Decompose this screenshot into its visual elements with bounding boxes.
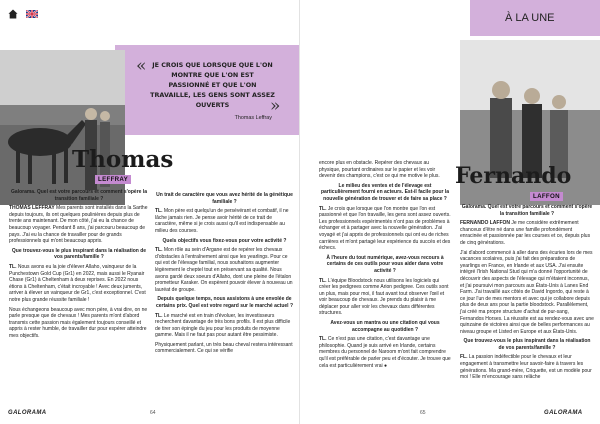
home-icon[interactable] bbox=[8, 9, 18, 19]
interview-question: Quels objectifs vous fixez-vous pour votre activité ? bbox=[162, 237, 287, 244]
interview-question: Que trouvez-vous le plus inspirant dans la réalisation de vos parents/famille ? bbox=[463, 338, 591, 351]
subject-first-name: Thomas bbox=[72, 146, 174, 173]
interview-answer bbox=[319, 336, 451, 369]
interview-question: Galorama. Quel est votre parcours et comment s'opère la transition familiale ? bbox=[11, 189, 147, 202]
speaker-prefix: TL. bbox=[9, 263, 17, 270]
speaker-prefix: FERNANDO LAFFON bbox=[460, 220, 510, 227]
speaker-prefix: TL. bbox=[155, 247, 163, 254]
right-column-2 bbox=[460, 204, 594, 384]
interview-question: Que trouvez-vous le plus inspirant dans la réalisation de vos parents/famille ? bbox=[11, 247, 147, 261]
speaker-prefix: TL. bbox=[319, 205, 327, 212]
answer-text: Ce n'est pas une citation, c'est davantage une philosophie. Quand je suis arrivé en Irlande, certains membres du personnel de Naroom m'ont fait comprendre qu'il est préférable de parler peu et d'écouter. Je trouve que cela est particulièrement vrai ● bbox=[319, 336, 451, 369]
answer-text: encore plus en obstacle. Repérer des chevaux au physique, pourtant ordinaires sur le papier et les voir devenir des champions, c'est ce qui me motive le plus. bbox=[319, 160, 440, 180]
subject-first-name: Fernando bbox=[455, 163, 572, 189]
speaker-prefix: TL. bbox=[155, 312, 163, 319]
pull-quote: JE CROIS QUE LORSQUE QUE L'ON MONTRE QUE L'ON EST PASSIONNÉ ET QUE L'ON TRAVAILLE, LES GENS SONT ASSEZ OUVERTS bbox=[150, 61, 275, 109]
answer-text: Nous échangeons beaucoup avec mon père, à vrai dire, on ne parle presque que de chevaux ! Mes parents m'ont d'abord transmis cette passion mais également toujours conseillé et appris à rester humble, de travailler dur pour espérer atteindre mes objectifs. bbox=[9, 306, 148, 339]
interview-answer bbox=[9, 205, 149, 245]
answer-text: La passion indéfectible pour le chevaux et leur engagement à transmettre leur savoir-faire à travers les générations. Ma grand-mère, Criquette, est un modèle pour moi ! Elle m'encourage sans relâche bbox=[460, 354, 592, 381]
quote-open-mark: « bbox=[136, 56, 147, 76]
interview-question: Un trait de caractère que vous avez hérité de la génétique familiale ? bbox=[156, 192, 293, 205]
quote-author: Thomas Leffray bbox=[234, 115, 272, 121]
speaker-prefix: TL. bbox=[319, 277, 327, 284]
left-column-2 bbox=[155, 192, 294, 358]
speaker-prefix: TL. bbox=[155, 208, 163, 215]
interview-answer bbox=[460, 250, 594, 336]
answer-text: Le marché est en train d'évoluer, les investisseurs recherchent davantage de très bons profils. Il est plus difficile de tirer son épingle du jeu pour les produits de moyenne gamme. Mais il ne faut pas pour autant être pessimiste. bbox=[155, 312, 291, 339]
right-page bbox=[300, 0, 600, 424]
uk-flag-icon[interactable] bbox=[26, 10, 38, 18]
answer-text: Je me considère extrêmement chanceux d'être né dans une famille profondément enracinée et passionnée par les courses et ce, depuis plus de cinq générations. bbox=[460, 220, 591, 246]
answer-text: Physiquement parlant, un très beau cheval restera intéressant commercialement. Ce qui se vérifie bbox=[155, 341, 293, 355]
answer-text: L'équipe Bloodstock nous utilisons les logiciels qui créer les pedigrees comme Arion pedigree. Ces outils sont un plus, mais pour moi, il faut avant tout observer l'œil et voir beaucoup de chevaux. Je prends du plaisir à me déplacer pour aller voir les chevaux dans différentes structures. bbox=[319, 277, 449, 317]
interview-answer bbox=[319, 160, 451, 180]
interview-answer bbox=[319, 206, 451, 252]
interview-answer bbox=[460, 354, 594, 380]
left-column-1 bbox=[9, 189, 149, 342]
speaker-prefix: TL. bbox=[319, 336, 327, 343]
answer-text: Mes parents sont installés dans la Sarthe depuis toujours, ils ont quelques poulinières depuis plus de trente ans maintenant. De mon côté, j'ai eu la chance de beaucoup voyager. Pendant 8 ans, j'ai parcouru beaucoup de pays. J'ai eu la chance de travailler pour de grands professionnels qui m'ont beaucoup appris. bbox=[9, 205, 148, 245]
interview-answer bbox=[155, 313, 294, 339]
answer-text: Nous avons eu la joie d'élever Allaho, vainqueur de la Punchestown Gold Cup (Gr1) en 2022, mais aussi le Ryanair Chase (Gr1) à Cheltenham à deux reprises. En 2022 nous étions à Cheltenham, c'était incroyable ! Avec deux juments, arriver à élever un vainqueur de Gr1, c'est exceptionnel. C'est notre plus grande réussite familiale ! bbox=[9, 263, 146, 303]
section-title: À LA UNE bbox=[505, 12, 555, 24]
answer-text: Je crois que lorsque que l'on montre que l'on est passionné et que l'on travaille, les gens sont assez ouverts. Les professionnels expérimentés n'ont pas de problèmes à échanger et à partager avec la nouvelle génération. J'ai voyagé et j'ai appris de professionnels qui ont eu de riches carrières et m'ont partagé leur expérience du succès et des échecs. bbox=[319, 205, 451, 252]
right-column-1 bbox=[319, 160, 451, 372]
page-number: 64 bbox=[150, 410, 156, 416]
interview-question: Galorama. Quel est votre parcours et comment s'opère la transition familiale ? bbox=[461, 204, 593, 217]
subject-last-name-tag: LAFFON bbox=[530, 192, 563, 201]
speaker-prefix: THOMAS LEFFRAY bbox=[9, 205, 55, 212]
page-number: 65 bbox=[420, 410, 426, 416]
interview-question: À l'heure du tout numérique, avez-vous recours à certains de ces outils pour vous aider dans votre activité ? bbox=[326, 254, 444, 274]
subject-last-name-tag: LEFFRAY bbox=[95, 175, 131, 184]
quote-close-mark: » bbox=[270, 96, 281, 116]
footer-brand: GALORAMA bbox=[8, 410, 47, 416]
footer-brand: GALORAMA bbox=[544, 410, 583, 416]
interview-answer bbox=[460, 220, 594, 246]
interview-question: Depuis quelque temps, nous assistons à une envolée de certains prix. Quel est votre regard sur le marché actuel ? bbox=[156, 296, 293, 309]
speaker-prefix: FL. bbox=[460, 354, 468, 361]
interview-answer bbox=[9, 264, 149, 304]
interview-question: Le milieu des ventes et de l'élevage est particulièrement fourni en acteurs. Est-il facile pour la nouvelle génération de trouver et de faire sa place ? bbox=[320, 182, 450, 202]
answer-text: Mon père est quelqu'un de persévérant et combatif, il ne lâche jamais rien. Je pense avoir hérité de ce trait de caractère, même si je crois aussi qu'il est indispensable au milieu des courses. bbox=[155, 208, 289, 234]
interview-question: Avez-vous un mantra ou une citation qui vous accompagne au quotidien ? bbox=[330, 320, 440, 333]
interview-answer bbox=[155, 208, 294, 234]
interview-answer bbox=[155, 247, 294, 293]
interview-answer bbox=[319, 278, 451, 318]
answer-text: Mon rôle au sein d'Argane est de repérer les chevaux d'obstacles à l'entraînement ainsi que les yearlings. Pour ce qui est de l'élevage familial, nous souhaitons augmenter légèrement le cheptel tout en préservant sa qualité. Nous avons gardé deux soeurs d'Allaho, dont une pleine de l'étalon prometteur Karaker. On espèrent pouvoir élever à nouveau un lauréat de groupe. bbox=[155, 247, 293, 293]
answer-text: J'ai d'abord commencé à aller dans des écuries lors de mes vacances scolaires, puis j'ai fait des préparations de yearlings en France, en Irlande et aux USA. J'ai ensuite intégré l'Irish National Stud qui m'a donné l'opportunité de découvrir des aspects de l'élevage qui m'étaient inconnus, et j'ai poursuivi mon parcours aux États-Unis à Lanes End Farm. J'ai travaillé aux côtés de David Ingordo, qui reste à ce jour l'un de mes mentors et avec qui je collabore depuis plus de deux ans pour la partie bloodstock. Parallèlement, j'ai créé ma propre structure d'achat de pur-sang, Fernandos Horses. La réussite est au rendez-vous avec une quinzaine de victoires ainsi que de belles performances au niveau groupe et Listed en Europe et aux États-Unis. bbox=[460, 249, 594, 335]
interview-answer bbox=[9, 307, 149, 340]
interview-answer bbox=[155, 342, 294, 355]
